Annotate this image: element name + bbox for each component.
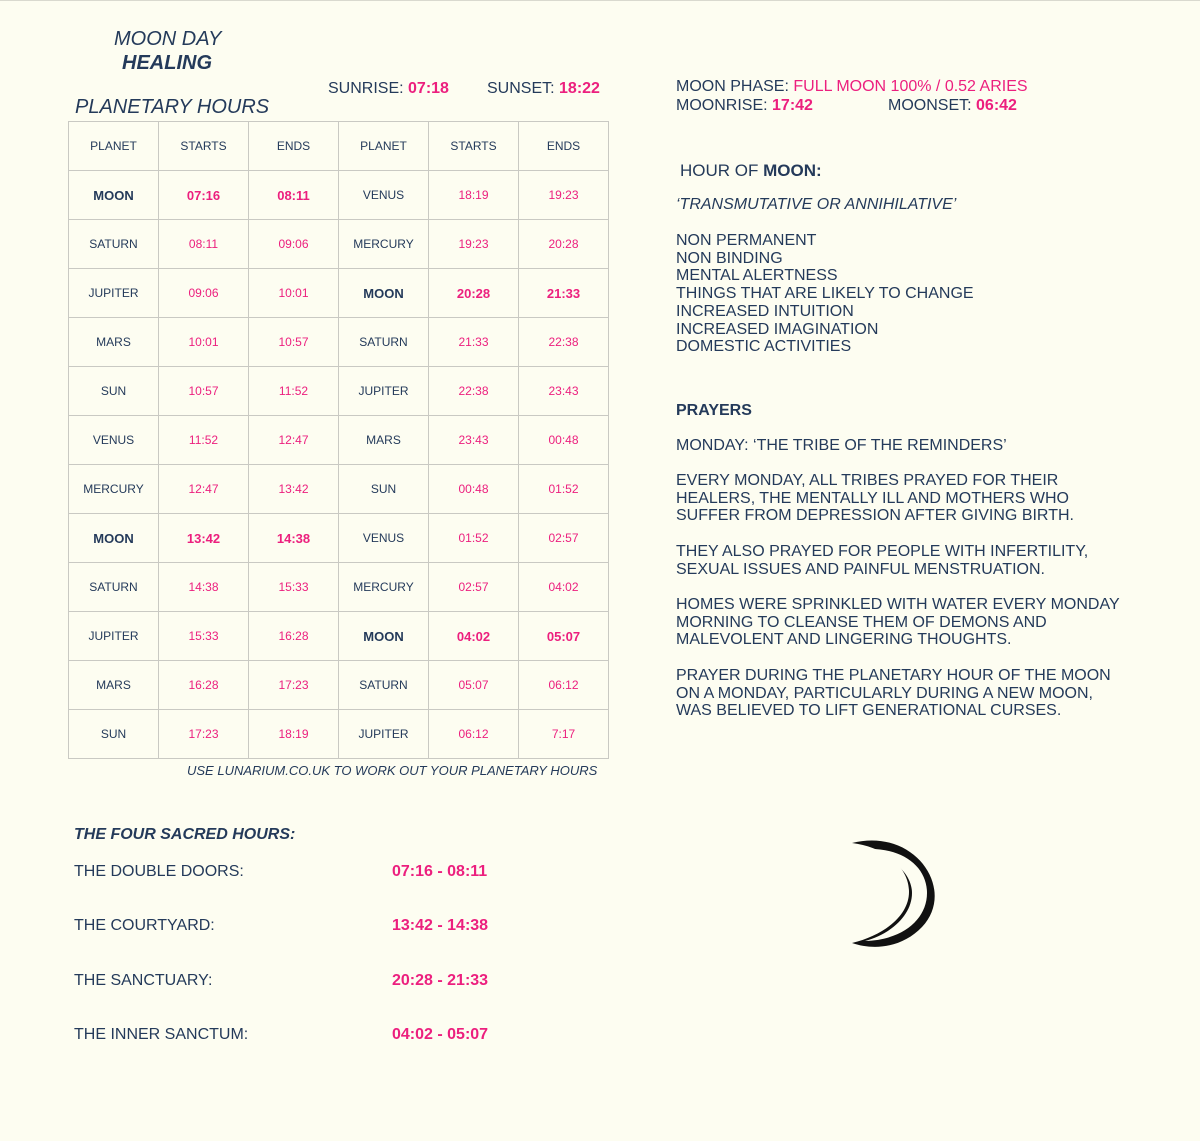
start-cell: 15:33	[159, 612, 249, 661]
planet-cell: MOON	[69, 514, 159, 563]
table-row	[69, 269, 609, 318]
sacred-hour-time: 13:42 - 14:38	[392, 917, 489, 934]
end-cell: 18:19	[249, 710, 339, 759]
crescent-moon-icon	[845, 835, 940, 953]
moonrise-label: MOONRISE:	[676, 97, 768, 114]
end-cell: 05:07	[519, 612, 609, 661]
planet-cell: MERCURY	[69, 465, 159, 514]
table-row	[69, 318, 609, 367]
end-cell: 10:57	[249, 318, 339, 367]
sacred-hour-time: 07:16 - 08:11	[392, 863, 488, 880]
start-cell: 06:12	[429, 710, 519, 759]
sacred-hour-time: 20:28 - 21:33	[392, 972, 489, 989]
hour-of-prefix: HOUR OF	[680, 161, 759, 180]
sacred-hour-label: THE COURTYARD:	[74, 917, 215, 934]
sacred-hours-title: THE FOUR SACRED HOURS:	[74, 826, 296, 843]
end-cell: 10:01	[249, 269, 339, 318]
start-cell: 07:16	[159, 171, 249, 220]
prayer-paragraph: PRAYER DURING THE PLANETARY HOUR OF THE MOON ON A MONDAY, PARTICULARLY DURING A NEW MOON, WAS BELIEVED TO LIFT GENERATIONAL CURSES.	[676, 667, 1111, 720]
sacred-hour-time: 04:02 - 05:07	[392, 1026, 489, 1043]
sacred-hour-label: THE DOUBLE DOORS:	[74, 863, 244, 880]
start-cell: 21:33	[429, 318, 519, 367]
table-row	[69, 465, 609, 514]
end-cell: 15:33	[249, 563, 339, 612]
start-cell: 19:23	[429, 220, 519, 269]
list-item: MENTAL ALERTNESS	[676, 267, 838, 285]
list-item: DOMESTIC ACTIVITIES	[676, 338, 852, 356]
start-cell: 04:02	[429, 612, 519, 661]
table-row	[69, 514, 609, 563]
sunrise-info	[328, 80, 449, 98]
start-cell: 12:47	[159, 465, 249, 514]
end-cell: 11:52	[249, 367, 339, 416]
start-cell: 08:11	[159, 220, 249, 269]
prayer-paragraph: THEY ALSO PRAYED FOR PEOPLE WITH INFERTILITY, SEXUAL ISSUES AND PAINFUL MENSTRUATION.	[676, 543, 1089, 578]
planet-cell: MOON	[69, 171, 159, 220]
end-cell: 01:52	[519, 465, 609, 514]
planet-cell: SATURN	[69, 220, 159, 269]
column-header: STARTS	[429, 122, 519, 171]
planetary-hours-table	[68, 121, 609, 759]
table-row	[69, 710, 609, 759]
start-cell: 00:48	[429, 465, 519, 514]
planet-cell: MERCURY	[339, 563, 429, 612]
end-cell: 20:28	[519, 220, 609, 269]
end-cell: 16:28	[249, 612, 339, 661]
table-body	[69, 171, 609, 759]
hour-quote: ‘TRANSMUTATIVE OR ANNIHILATIVE’	[676, 196, 957, 213]
start-cell: 23:43	[429, 416, 519, 465]
sacred-hour-label: THE INNER SANCTUM:	[74, 1026, 249, 1043]
end-cell: 08:11	[249, 171, 339, 220]
planet-cell: MARS	[69, 318, 159, 367]
start-cell: 10:01	[159, 318, 249, 367]
monday-tribe: MONDAY: ‘THE TRIBE OF THE REMINDERS’	[676, 437, 1007, 454]
moonrise-info	[676, 97, 813, 115]
planet-cell: JUPITER	[69, 269, 159, 318]
start-cell: 13:42	[159, 514, 249, 563]
start-cell: 09:06	[159, 269, 249, 318]
planet-cell: JUPITER	[339, 367, 429, 416]
column-header: ENDS	[249, 122, 339, 171]
planet-cell: VENUS	[69, 416, 159, 465]
planet-cell: VENUS	[339, 514, 429, 563]
moonset-time: 06:42	[976, 97, 1017, 114]
planet-cell: SUN	[339, 465, 429, 514]
prayer-paragraph: EVERY MONDAY, ALL TRIBES PRAYED FOR THEIR HEALERS, THE MENTALLY ILL AND MOTHERS WHO SUFFER FROM DEPRESSION AFTER GIVING BIRTH.	[676, 472, 1074, 525]
table-row	[69, 171, 609, 220]
table-header-row	[69, 122, 609, 171]
moon-phase-value: FULL MOON 100% / 0.52 ARIES	[793, 78, 1028, 95]
end-cell: 19:23	[519, 171, 609, 220]
planet-cell: SUN	[69, 710, 159, 759]
table-row	[69, 563, 609, 612]
healing-title: HEALING	[122, 52, 212, 74]
start-cell: 16:28	[159, 661, 249, 710]
table-row	[69, 220, 609, 269]
end-cell: 09:06	[249, 220, 339, 269]
start-cell: 02:57	[429, 563, 519, 612]
sacred-hour-label: THE SANCTUARY:	[74, 972, 213, 989]
start-cell: 18:19	[429, 171, 519, 220]
start-cell: 11:52	[159, 416, 249, 465]
top-divider	[0, 0, 1200, 1]
end-cell: 14:38	[249, 514, 339, 563]
planet-cell: SATURN	[339, 318, 429, 367]
sunset-label: SUNSET:	[487, 80, 555, 97]
table-row	[69, 612, 609, 661]
planet-cell: JUPITER	[339, 710, 429, 759]
prayer-paragraph: HOMES WERE SPRINKLED WITH WATER EVERY MONDAY MORNING TO CLEANSE THEM OF DEMONS AND MALEVOLENT AND LINGERING THOUGHTS.	[676, 596, 1120, 649]
hour-of-heading	[680, 161, 822, 181]
end-cell: 00:48	[519, 416, 609, 465]
moonset-info	[888, 97, 1017, 115]
column-header: STARTS	[159, 122, 249, 171]
planet-cell: JUPITER	[69, 612, 159, 661]
sunrise-time: 07:18	[408, 80, 449, 97]
planet-cell: VENUS	[339, 171, 429, 220]
list-item: NON BINDING	[676, 249, 783, 267]
end-cell: 7:17	[519, 710, 609, 759]
qualities-list	[676, 232, 974, 356]
planet-cell: MERCURY	[339, 220, 429, 269]
end-cell: 04:02	[519, 563, 609, 612]
sunrise-label: SUNRISE:	[328, 80, 404, 97]
sunset-time: 18:22	[559, 80, 600, 97]
end-cell: 23:43	[519, 367, 609, 416]
start-cell: 01:52	[429, 514, 519, 563]
lunarium-note: USE LUNARIUM.CO.UK TO WORK OUT YOUR PLANETARY HOURS	[187, 763, 598, 778]
list-item: INCREASED IMAGINATION	[676, 320, 879, 338]
moon-phase-label: MOON PHASE:	[676, 78, 789, 95]
end-cell: 13:42	[249, 465, 339, 514]
moon-day-label: MOON DAY	[114, 28, 222, 50]
end-cell: 02:57	[519, 514, 609, 563]
planet-cell: SATURN	[339, 661, 429, 710]
hour-of-planet: MOON:	[763, 161, 822, 180]
list-item: THINGS THAT ARE LIKELY TO CHANGE	[676, 285, 974, 303]
column-header: PLANET	[69, 122, 159, 171]
start-cell: 05:07	[429, 661, 519, 710]
prayers-title: PRAYERS	[676, 402, 752, 419]
table-row	[69, 367, 609, 416]
moonrise-time: 17:42	[772, 97, 813, 114]
planet-cell: MARS	[69, 661, 159, 710]
end-cell: 17:23	[249, 661, 339, 710]
column-header: PLANET	[339, 122, 429, 171]
moonset-label: MOONSET:	[888, 97, 972, 114]
column-header: ENDS	[519, 122, 609, 171]
planet-cell: MOON	[339, 269, 429, 318]
end-cell: 21:33	[519, 269, 609, 318]
planetary-hours-title: PLANETARY HOURS	[75, 96, 270, 118]
planet-cell: MOON	[339, 612, 429, 661]
sunset-info	[487, 80, 600, 98]
start-cell: 14:38	[159, 563, 249, 612]
moon-phase	[676, 78, 1028, 96]
end-cell: 22:38	[519, 318, 609, 367]
start-cell: 10:57	[159, 367, 249, 416]
planet-cell: SUN	[69, 367, 159, 416]
start-cell: 20:28	[429, 269, 519, 318]
list-item: NON PERMANENT	[676, 232, 817, 249]
end-cell: 06:12	[519, 661, 609, 710]
table-row	[69, 661, 609, 710]
start-cell: 22:38	[429, 367, 519, 416]
planet-cell: SATURN	[69, 563, 159, 612]
start-cell: 17:23	[159, 710, 249, 759]
end-cell: 12:47	[249, 416, 339, 465]
planet-cell: MARS	[339, 416, 429, 465]
list-item: INCREASED INTUITION	[676, 302, 854, 320]
table-row	[69, 416, 609, 465]
